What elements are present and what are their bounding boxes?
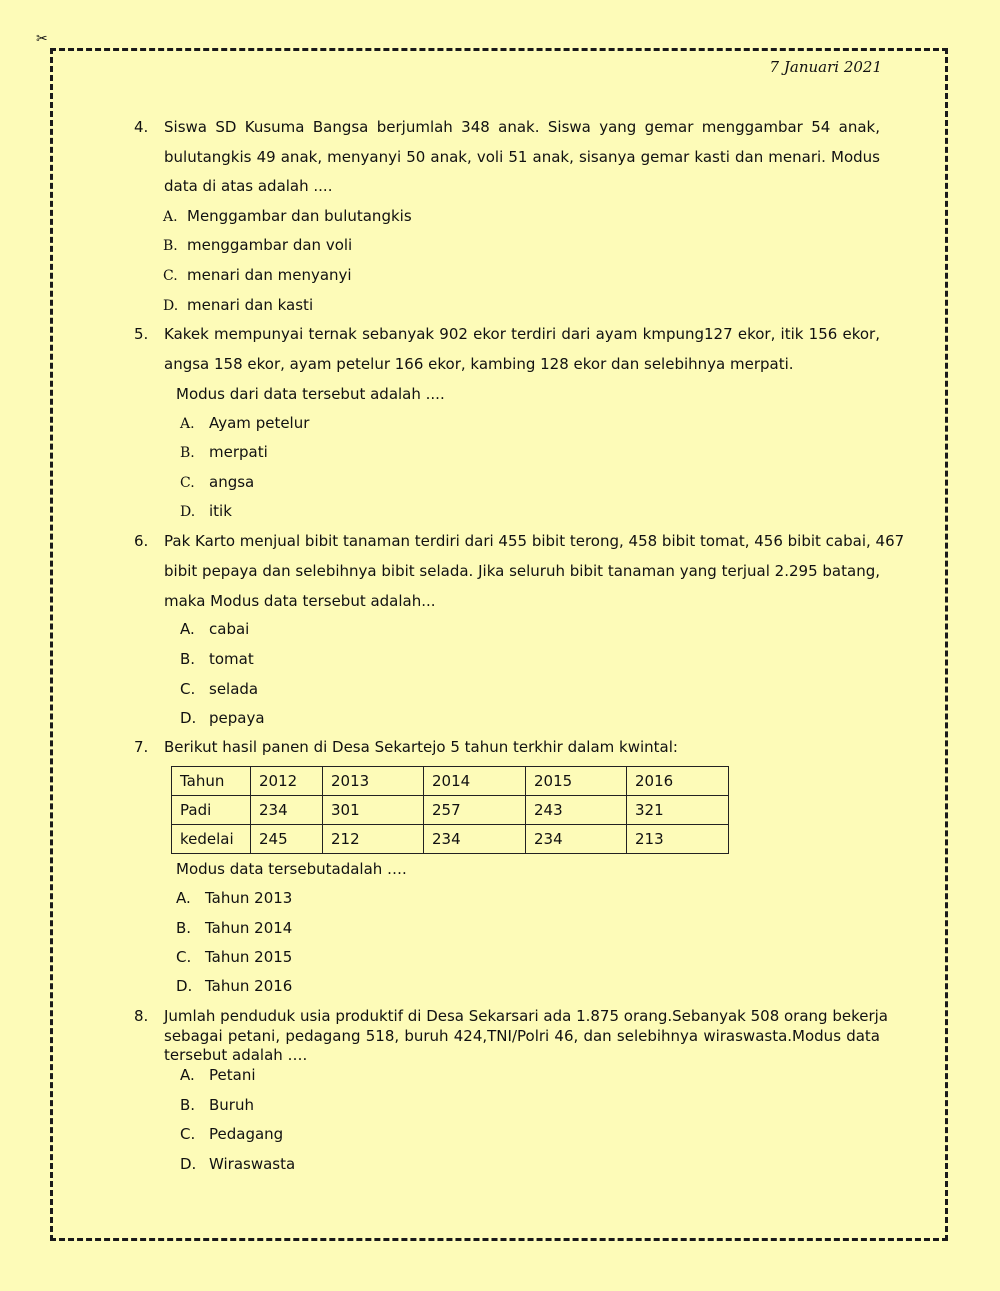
question-text-line: Kakek mempunyai ternak sebanyak 902 ekor terdiri dari ayam kmpung127 ekor, itik 156 ekor,: [164, 325, 880, 343]
option-text: Buruh: [209, 1096, 254, 1114]
question-text-line: data di atas adalah ....: [164, 177, 333, 195]
option-text: menari dan menyanyi: [187, 266, 352, 284]
option-text: cabai: [209, 620, 250, 638]
table-cell: 234: [424, 825, 526, 854]
option-letter: C.: [180, 475, 195, 491]
q5-option-c[interactable]: [180, 473, 254, 491]
q5-option-d[interactable]: [180, 502, 232, 520]
q5-option-b[interactable]: [180, 443, 268, 461]
option-text: menari dan kasti: [187, 296, 314, 314]
question-text-line: bibit pepaya dan selebihnya bibit selada. Jika seluruh bibit tanaman yang terjual 2.295 batang,: [164, 562, 880, 580]
option-text: Petani: [209, 1066, 256, 1084]
option-text: Tahun 2015: [205, 948, 293, 966]
question-number: 7.: [134, 738, 149, 756]
option-letter: D.: [180, 504, 196, 520]
q4-option-d[interactable]: [163, 296, 313, 314]
option-letter: C.: [163, 268, 178, 284]
option-letter: C.: [176, 948, 192, 966]
table-row: [172, 796, 729, 825]
option-text: pepaya: [209, 709, 265, 727]
table-cell: 212: [323, 825, 424, 854]
option-text: tomat: [209, 650, 254, 668]
question-text-line: Berikut hasil panen di Desa Sekartejo 5 tahun terkhir dalam kwintal:: [164, 738, 678, 756]
option-letter: D.: [176, 977, 193, 995]
q7-option-c[interactable]: [176, 948, 292, 966]
table-row: [172, 825, 729, 854]
option-letter: B.: [163, 238, 178, 254]
table-cell: 2013: [323, 767, 424, 796]
option-text: merpati: [209, 443, 268, 461]
option-text: menggambar dan voli: [187, 236, 353, 254]
table-cell: 2016: [627, 767, 729, 796]
option-text: Ayam petelur: [209, 414, 310, 432]
q8-option-a[interactable]: [180, 1066, 256, 1084]
option-letter: D.: [180, 709, 197, 727]
harvest-table: [171, 766, 729, 854]
option-letter: D.: [163, 298, 179, 314]
table-cell: 257: [424, 796, 526, 825]
option-letter: A.: [176, 889, 191, 907]
q4-option-a[interactable]: [163, 207, 412, 225]
option-letter: B.: [176, 919, 192, 937]
q6-option-d[interactable]: [180, 709, 265, 727]
q8-option-c[interactable]: [180, 1125, 283, 1143]
table-cell: kedelai: [172, 825, 251, 854]
option-letter: A.: [180, 1066, 195, 1084]
table-row: [172, 767, 729, 796]
table-cell: Padi: [172, 796, 251, 825]
page-date: 7 Januari 2021: [769, 58, 882, 76]
table-cell: Tahun: [172, 767, 251, 796]
question-prompt: Modus dari data tersebut adalah ....: [176, 385, 445, 403]
option-letter: A.: [180, 620, 195, 638]
q4-option-b[interactable]: [163, 236, 352, 254]
table-cell: 2012: [251, 767, 323, 796]
option-text: selada: [209, 680, 259, 698]
option-text: angsa: [209, 473, 255, 491]
table-cell: 234: [251, 796, 323, 825]
table-cell: 321: [627, 796, 729, 825]
option-text: Pedagang: [209, 1125, 284, 1143]
option-letter: B.: [180, 445, 195, 461]
option-text: Tahun 2014: [205, 919, 293, 937]
scissors-icon: ✂: [36, 31, 48, 47]
question-text-line: Jumlah penduduk usia produktif di Desa Sekarsari ada 1.875 orang.Sebanyak 508 orang bekerja: [164, 1007, 888, 1025]
question-text-line: sebagai petani, pedagang 518, buruh 424,TNI/Polri 46, dan selebihnya wiraswasta.Modus data: [164, 1027, 880, 1045]
q7-option-b[interactable]: [176, 919, 292, 937]
table-cell: 234: [526, 825, 627, 854]
question-text-line: angsa 158 ekor, ayam petelur 166 ekor, kambing 128 ekor dan selebihnya merpati.: [164, 355, 794, 373]
question-text-line: bulutangkis 49 anak, menyanyi 50 anak, voli 51 anak, sisanya gemar kasti dan menari. Modus: [164, 148, 880, 166]
question-number: 4.: [134, 118, 149, 136]
question-text-line: tersebut adalah ….: [164, 1046, 308, 1064]
option-letter: B.: [180, 650, 196, 668]
table-cell: 2014: [424, 767, 526, 796]
option-letter: A.: [180, 416, 195, 432]
q6-option-c[interactable]: [180, 680, 258, 698]
option-text: Tahun 2013: [205, 889, 293, 907]
option-letter: A.: [163, 209, 178, 225]
question-number: 5.: [134, 325, 149, 343]
option-text: itik: [209, 502, 232, 520]
q6-option-a[interactable]: [180, 620, 249, 638]
option-text: Menggambar dan bulutangkis: [187, 207, 412, 225]
question-text-line: Siswa SD Kusuma Bangsa berjumlah 348 anak. Siswa yang gemar menggambar 54 anak,: [164, 118, 880, 136]
q7-option-a[interactable]: [176, 889, 292, 907]
option-letter: C.: [180, 1125, 196, 1143]
table-cell: 301: [323, 796, 424, 825]
q6-option-b[interactable]: [180, 650, 254, 668]
q5-option-a[interactable]: [180, 414, 309, 432]
question-number: 8.: [134, 1007, 149, 1025]
q8-option-b[interactable]: [180, 1096, 254, 1114]
q7-option-d[interactable]: [176, 977, 292, 995]
question-number: 6.: [134, 532, 149, 550]
q8-option-d[interactable]: [180, 1155, 295, 1173]
option-text: Wiraswasta: [209, 1155, 296, 1173]
q7-prompt: Modus data tersebutadalah ….: [176, 860, 407, 878]
option-text: Tahun 2016: [205, 977, 293, 995]
q4-option-c[interactable]: [163, 266, 352, 284]
option-letter: D.: [180, 1155, 197, 1173]
table-cell: 243: [526, 796, 627, 825]
option-letter: C.: [180, 680, 196, 698]
table-cell: 245: [251, 825, 323, 854]
question-text-line: maka Modus data tersebut adalah...: [164, 592, 436, 610]
table-cell: 2015: [526, 767, 627, 796]
table-cell: 213: [627, 825, 729, 854]
option-letter: B.: [180, 1096, 196, 1114]
question-text-line: Pak Karto menjual bibit tanaman terdiri dari 455 bibit terong, 458 bibit tomat, 456 bibit cabai, 467: [164, 532, 905, 550]
